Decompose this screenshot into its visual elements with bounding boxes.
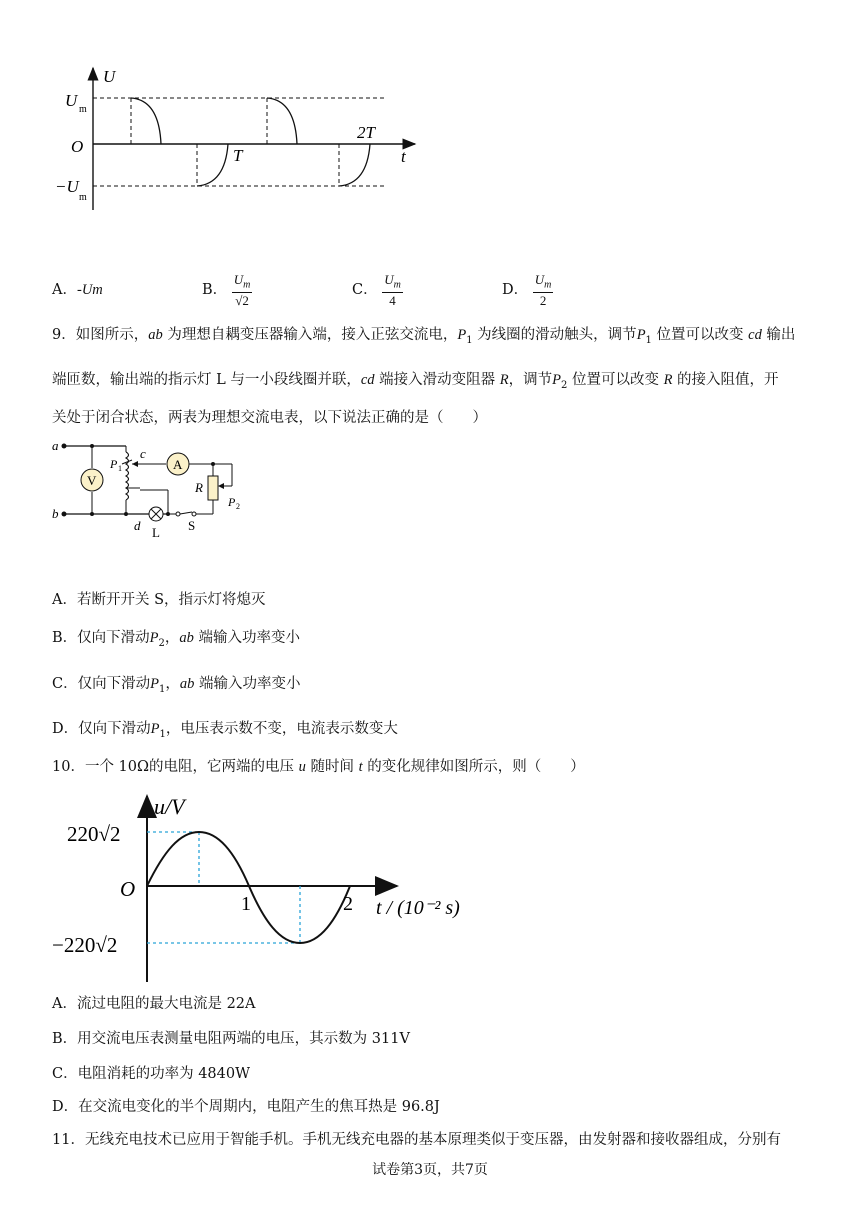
transformer-coil <box>126 452 129 500</box>
q10-y-axis-label: u/V <box>154 794 185 819</box>
svg-text:P: P <box>228 495 236 509</box>
pulse-1 <box>131 98 161 144</box>
q8-option-b[interactable]: B． $\frac{U_m}{√2}$ <box>202 271 251 309</box>
q9-option-a[interactable]: A．若断开开关 S，指示灯将熄灭 <box>52 592 266 608</box>
svg-text:L: L <box>152 525 160 540</box>
svg-text:c: c <box>140 446 146 461</box>
q9-option-c[interactable]: C．仅向下滑动$P_1$，ab 端输入功率变小 <box>52 676 301 695</box>
svg-text:A: A <box>173 457 183 472</box>
q10-x-axis-label: t / (10⁻² s) <box>376 897 460 919</box>
svg-text:m: m <box>79 104 87 115</box>
q9-stem-line-1: 9．如图所示，ab 为理想自耦变压器输入端，接入正弦交流电，$P_1$ 为线圈的滑动触头，调节$P_1$ 位置可以改变 cd 输出 <box>52 327 796 346</box>
q8-option-c[interactable]: C． $\frac{U_m}{4}$ <box>352 271 401 309</box>
svg-text:V: V <box>87 473 97 488</box>
q8-option-c-fraction: $\frac{U_m}{4}$ <box>384 271 401 309</box>
pulse-3 <box>267 98 297 144</box>
q8-waveform-figure <box>55 60 425 220</box>
q11-stem-line-1: 11．无线充电技术已应用于智能手机。手机无线充电器的基本原理类似于变压器，由发射器和接收器组成，分别有 <box>52 1132 781 1148</box>
origin-label: O <box>71 137 84 156</box>
q10-option-b[interactable]: B．用交流电压表测量电阻两端的电压，其示数为 311V <box>52 1031 410 1047</box>
q8-option-d[interactable]: D． $\frac{U_m}{2}$ <box>502 271 552 309</box>
neg-um-label: −U <box>55 177 79 196</box>
um-label: U <box>65 91 78 110</box>
q9-option-d[interactable]: D．仅向下滑动$P_1$，电压表示数不变，电流表示数变大 <box>52 721 398 740</box>
svg-text:2: 2 <box>236 502 240 511</box>
q10-sine-figure <box>52 786 482 986</box>
pulse-2 <box>197 144 228 186</box>
svg-text:1: 1 <box>118 464 122 473</box>
rheostat-icon <box>208 476 218 500</box>
axis-label-t: t <box>401 147 406 166</box>
q10-tick-1: 1 <box>241 893 251 915</box>
svg-text:S: S <box>188 518 196 533</box>
q10-option-d[interactable]: D．在交流电变化的半个周期内，电阻产生的焦耳热是 96.8J <box>52 1099 440 1115</box>
q10-origin: O <box>120 877 136 901</box>
q9-circuit-figure <box>48 436 258 546</box>
q10-option-c[interactable]: C．电阻消耗的功率为 4840W <box>52 1066 251 1082</box>
axis-label-u: U <box>103 67 116 86</box>
q10-option-a[interactable]: A．流过电阻的最大电流是 22A <box>52 996 256 1012</box>
svg-text:m: m <box>79 192 87 203</box>
sine-curve <box>147 832 350 943</box>
q8-option-a[interactable]: A．-Um <box>52 282 103 298</box>
2t-label: 2T <box>357 123 375 142</box>
svg-text:a: a <box>52 438 59 453</box>
pulse-4 <box>339 144 370 186</box>
page-footer: 试卷第3页，共7页 <box>372 1162 488 1178</box>
q8-option-d-fraction: $\frac{U_m}{2}$ <box>534 271 552 309</box>
q10-peak-pos: 220√2 <box>67 822 121 846</box>
q9-stem-line-2: 端匝数，输出端的指示灯 L 与一小段线圈并联，cd 端接入滑动变阻器 R，调节$P_2$ 位置可以改变 R 的接入阻值，开 <box>52 372 779 391</box>
svg-text:R: R <box>195 480 203 495</box>
svg-text:b: b <box>52 506 59 521</box>
q10-stem: 10．一个 10Ω的电阻，它两端的电压 u 随时间 t 的变化规律如图所示，则（ ） <box>52 759 585 775</box>
svg-text:P: P <box>110 457 118 471</box>
q9-option-b[interactable]: B．仅向下滑动$P_2$，ab 端输入功率变小 <box>52 630 300 649</box>
q9-stem-line-3: 关处于闭合状态，两表为理想交流电表，以下说法正确的是（ ） <box>52 410 487 426</box>
q10-peak-neg: −220√2 <box>52 933 118 957</box>
q10-tick-2: 2 <box>343 893 353 915</box>
t-label: T <box>233 146 243 165</box>
svg-text:d: d <box>134 518 141 533</box>
switch-icon <box>180 512 192 514</box>
q8-option-b-fraction: $\frac{U_m}{√2}$ <box>233 271 251 309</box>
